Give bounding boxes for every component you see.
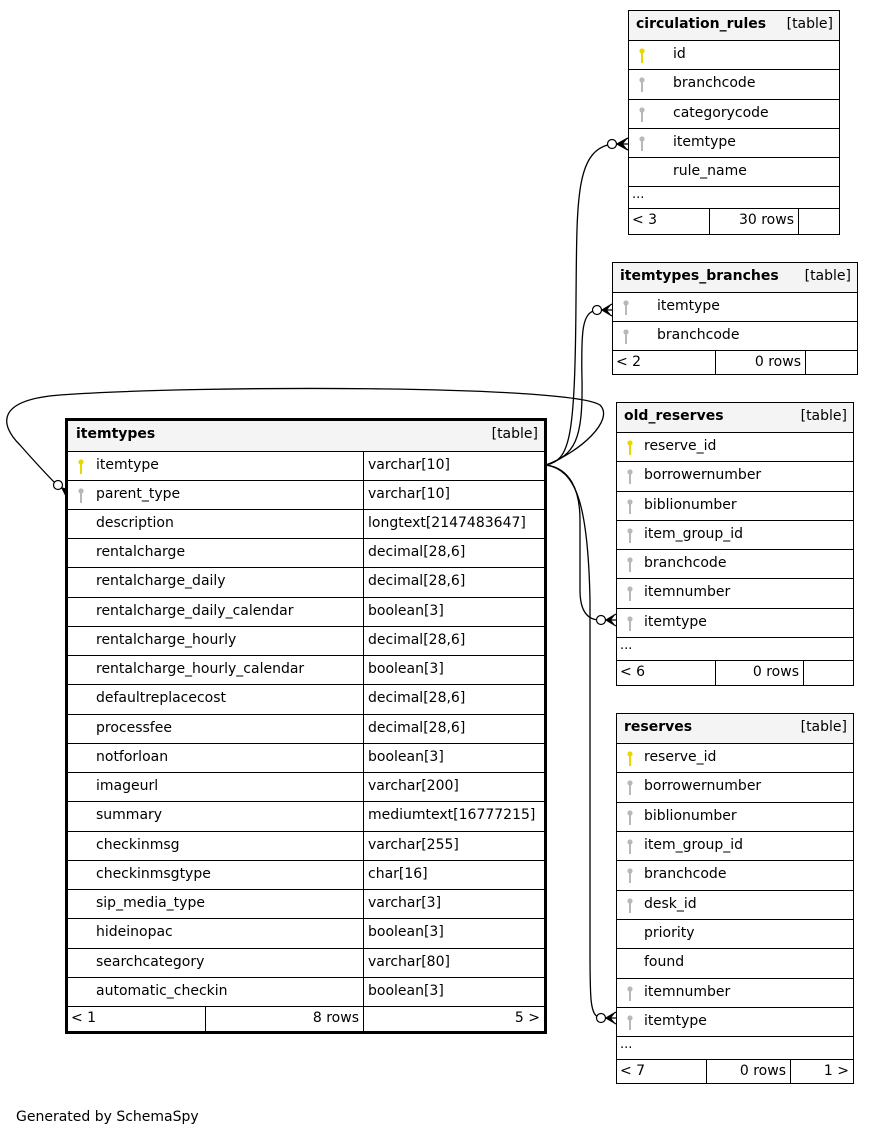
column-row[interactable] — [68, 773, 544, 802]
column-row[interactable] — [617, 609, 853, 638]
column-row[interactable] — [68, 568, 544, 598]
cardinality-circle-icon — [54, 481, 63, 490]
foreign-key-icon — [639, 136, 645, 152]
link-itemtypes-branches — [546, 310, 597, 465]
table-name: old_reserves — [624, 408, 724, 424]
column-name: hideinopac — [96, 924, 173, 940]
foreign-key-icon — [627, 469, 633, 485]
column-row[interactable] — [617, 1008, 853, 1037]
column-type: varchar[80] — [363, 949, 544, 977]
column-name: itemnumber — [644, 984, 731, 1000]
column-row[interactable] — [629, 100, 839, 129]
foreign-key-icon — [627, 1015, 633, 1031]
column-name: reserve_id — [644, 438, 717, 454]
link-reserves — [546, 465, 600, 1018]
column-row[interactable] — [68, 598, 544, 627]
table-circulation-rules[interactable] — [628, 10, 840, 235]
column-row[interactable] — [617, 773, 853, 803]
generated-by-credit: Generated by SchemaSpy — [16, 1109, 199, 1125]
parents-count[interactable]: < 3 — [632, 212, 658, 228]
row-count: 0 rows — [715, 661, 803, 685]
column-row[interactable] — [617, 979, 853, 1008]
column-row[interactable] — [629, 129, 839, 158]
cardinality-circle-icon — [608, 140, 617, 149]
column-name: description — [96, 515, 174, 531]
column-name: processfee — [96, 720, 172, 736]
column-row[interactable] — [68, 978, 544, 1007]
column-type: varchar[3] — [363, 890, 544, 918]
row-count: 0 rows — [715, 351, 805, 374]
foreign-key-icon — [639, 107, 645, 123]
foreign-key-icon — [78, 488, 84, 504]
table-footer — [68, 1007, 544, 1031]
column-name: itemnumber — [644, 584, 731, 600]
foreign-key-icon — [627, 557, 633, 573]
table-header[interactable] — [613, 263, 857, 293]
column-type: decimal[28,6] — [363, 539, 544, 567]
table-kind: [table] — [491, 426, 538, 442]
column-type: varchar[10] — [363, 452, 544, 480]
column-type: boolean[3] — [363, 598, 544, 626]
column-row[interactable] — [617, 861, 853, 891]
column-type: decimal[28,6] — [363, 568, 544, 597]
column-name: itemtype — [644, 614, 707, 630]
foreign-key-icon — [627, 780, 633, 796]
table-header[interactable] — [629, 11, 839, 41]
table-header[interactable] — [617, 714, 853, 744]
column-name: item_group_id — [644, 526, 744, 542]
link-old-reserves — [546, 465, 600, 620]
column-row[interactable] — [617, 550, 853, 579]
column-type: varchar[255] — [363, 832, 544, 860]
column-row[interactable] — [68, 715, 544, 744]
table-itemtypes[interactable] — [65, 418, 547, 1034]
column-row[interactable] — [68, 627, 544, 656]
column-row[interactable] — [68, 802, 544, 832]
column-name: borrowernumber — [644, 467, 762, 483]
column-row[interactable] — [629, 70, 839, 100]
column-name: sip_media_type — [96, 895, 205, 911]
column-row[interactable] — [68, 832, 544, 861]
column-type: longtext[2147483647] — [363, 510, 544, 538]
column-row[interactable] — [68, 919, 544, 949]
column-row[interactable] — [68, 685, 544, 715]
column-type: boolean[3] — [363, 656, 544, 684]
column-row[interactable] — [68, 890, 544, 919]
column-name: searchcategory — [96, 954, 205, 970]
primary-key-icon — [627, 440, 633, 456]
column-name: itemtype — [657, 298, 720, 314]
column-name: item_group_id — [644, 837, 744, 853]
table-footer — [617, 1060, 853, 1084]
primary-key-icon — [627, 751, 633, 767]
column-row[interactable] — [617, 920, 853, 949]
foreign-key-icon — [627, 616, 633, 632]
column-name: itemtype — [96, 457, 159, 473]
column-name: parent_type — [96, 486, 181, 502]
column-row[interactable] — [617, 803, 853, 832]
column-row[interactable] — [68, 656, 544, 685]
column-row[interactable] — [617, 433, 853, 462]
more-columns-ellipsis: ... — [617, 1037, 853, 1060]
column-type: decimal[28,6] — [363, 627, 544, 655]
column-name: itemtype — [644, 1013, 707, 1029]
column-type: varchar[200] — [363, 773, 544, 801]
column-type: mediumtext[16777215] — [363, 802, 544, 831]
column-row[interactable] — [617, 744, 853, 773]
children-count[interactable]: 1 > — [790, 1060, 853, 1084]
column-name: desk_id — [644, 896, 697, 912]
column-name: rentalcharge_hourly — [96, 632, 237, 648]
column-name: rule_name — [673, 163, 747, 179]
column-name: branchcode — [644, 555, 727, 571]
foreign-key-icon — [627, 868, 633, 884]
column-name: found — [644, 954, 685, 970]
column-name: rentalcharge_daily_calendar — [96, 603, 294, 619]
foreign-key-icon — [623, 329, 629, 345]
row-count: 30 rows — [709, 209, 798, 234]
column-row[interactable] — [68, 510, 544, 539]
column-type: boolean[3] — [363, 978, 544, 1006]
column-name: borrowernumber — [644, 778, 762, 794]
row-count: 0 rows — [706, 1060, 790, 1084]
children-count[interactable] — [803, 661, 853, 685]
column-row[interactable] — [68, 481, 544, 510]
column-type: decimal[28,6] — [363, 685, 544, 714]
column-name: itemtype — [673, 134, 736, 150]
column-name: notforloan — [96, 749, 169, 765]
column-row[interactable] — [629, 158, 839, 187]
column-row[interactable] — [617, 891, 853, 920]
column-name: categorycode — [673, 105, 769, 121]
column-row[interactable] — [617, 579, 853, 609]
table-kind: [table] — [786, 16, 833, 32]
column-name: checkinmsg — [96, 837, 180, 853]
foreign-key-icon — [627, 810, 633, 826]
column-row[interactable] — [613, 293, 857, 322]
table-footer — [613, 351, 857, 374]
column-type: char[16] — [363, 861, 544, 889]
table-reserves[interactable] — [616, 713, 854, 1084]
primary-key-icon — [639, 48, 645, 64]
column-name: branchcode — [644, 866, 727, 882]
column-name: summary — [96, 807, 163, 823]
column-row[interactable] — [68, 861, 544, 890]
table-name: itemtypes_branches — [620, 268, 779, 284]
column-type: decimal[28,6] — [363, 715, 544, 743]
column-row[interactable] — [613, 322, 857, 351]
column-row[interactable] — [617, 832, 853, 861]
column-name: branchcode — [673, 75, 756, 91]
column-name: imageurl — [96, 778, 159, 794]
cardinality-circle-icon — [597, 1014, 606, 1023]
table-name: reserves — [624, 719, 693, 735]
table-kind: [table] — [800, 719, 847, 735]
column-type: boolean[3] — [363, 919, 544, 948]
table-footer — [617, 661, 853, 685]
column-name: branchcode — [657, 327, 740, 343]
table-header[interactable] — [68, 421, 544, 452]
column-name: priority — [644, 925, 695, 941]
column-row[interactable] — [617, 521, 853, 550]
parents-count[interactable]: < 6 — [620, 664, 646, 680]
children-count[interactable] — [805, 351, 857, 374]
column-row[interactable] — [68, 539, 544, 568]
column-name: rentalcharge_daily — [96, 573, 226, 589]
table-name: circulation_rules — [636, 16, 767, 32]
table-old-reserves[interactable] — [616, 402, 854, 686]
foreign-key-icon — [627, 986, 633, 1002]
cardinality-circle-icon — [593, 306, 602, 315]
table-header[interactable] — [617, 403, 853, 433]
link-circulation-rules — [546, 144, 612, 465]
column-name: biblionumber — [644, 808, 737, 824]
primary-key-icon — [78, 459, 84, 475]
foreign-key-icon — [627, 528, 633, 544]
table-footer — [629, 209, 839, 234]
table-kind: [table] — [804, 268, 851, 284]
more-columns-ellipsis: ... — [629, 187, 839, 209]
column-type: boolean[3] — [363, 744, 544, 772]
foreign-key-icon — [627, 586, 633, 602]
table-kind: [table] — [800, 408, 847, 424]
foreign-key-icon — [627, 898, 633, 914]
children-count[interactable]: 5 > — [363, 1007, 544, 1031]
column-row[interactable] — [68, 949, 544, 978]
column-row[interactable] — [68, 452, 544, 481]
column-name: reserve_id — [644, 749, 717, 765]
cardinality-circle-icon — [597, 616, 606, 625]
foreign-key-icon — [623, 300, 629, 316]
parents-count[interactable]: < 7 — [620, 1063, 646, 1079]
column-name: rentalcharge_hourly_calendar — [96, 661, 305, 677]
column-name: id — [673, 46, 686, 62]
column-name: rentalcharge — [96, 544, 186, 560]
column-name: checkinmsgtype — [96, 866, 211, 882]
column-name: biblionumber — [644, 497, 737, 513]
foreign-key-icon — [639, 77, 645, 93]
table-itemtypes-branches[interactable] — [612, 262, 858, 375]
column-row[interactable] — [617, 492, 853, 521]
more-columns-ellipsis: ... — [617, 638, 853, 661]
row-count: 8 rows — [205, 1007, 363, 1031]
column-name: defaultreplacecost — [96, 690, 227, 706]
parents-count[interactable]: < 1 — [71, 1010, 97, 1026]
foreign-key-icon — [627, 839, 633, 855]
column-row[interactable] — [617, 949, 853, 979]
children-count[interactable] — [798, 209, 839, 234]
column-row[interactable] — [68, 744, 544, 773]
foreign-key-icon — [627, 499, 633, 515]
column-row[interactable] — [617, 462, 853, 492]
column-type: varchar[10] — [363, 481, 544, 509]
parents-count[interactable]: < 2 — [616, 354, 642, 370]
table-name: itemtypes — [76, 426, 156, 442]
column-name: automatic_checkin — [96, 983, 228, 999]
column-row[interactable] — [629, 41, 839, 70]
